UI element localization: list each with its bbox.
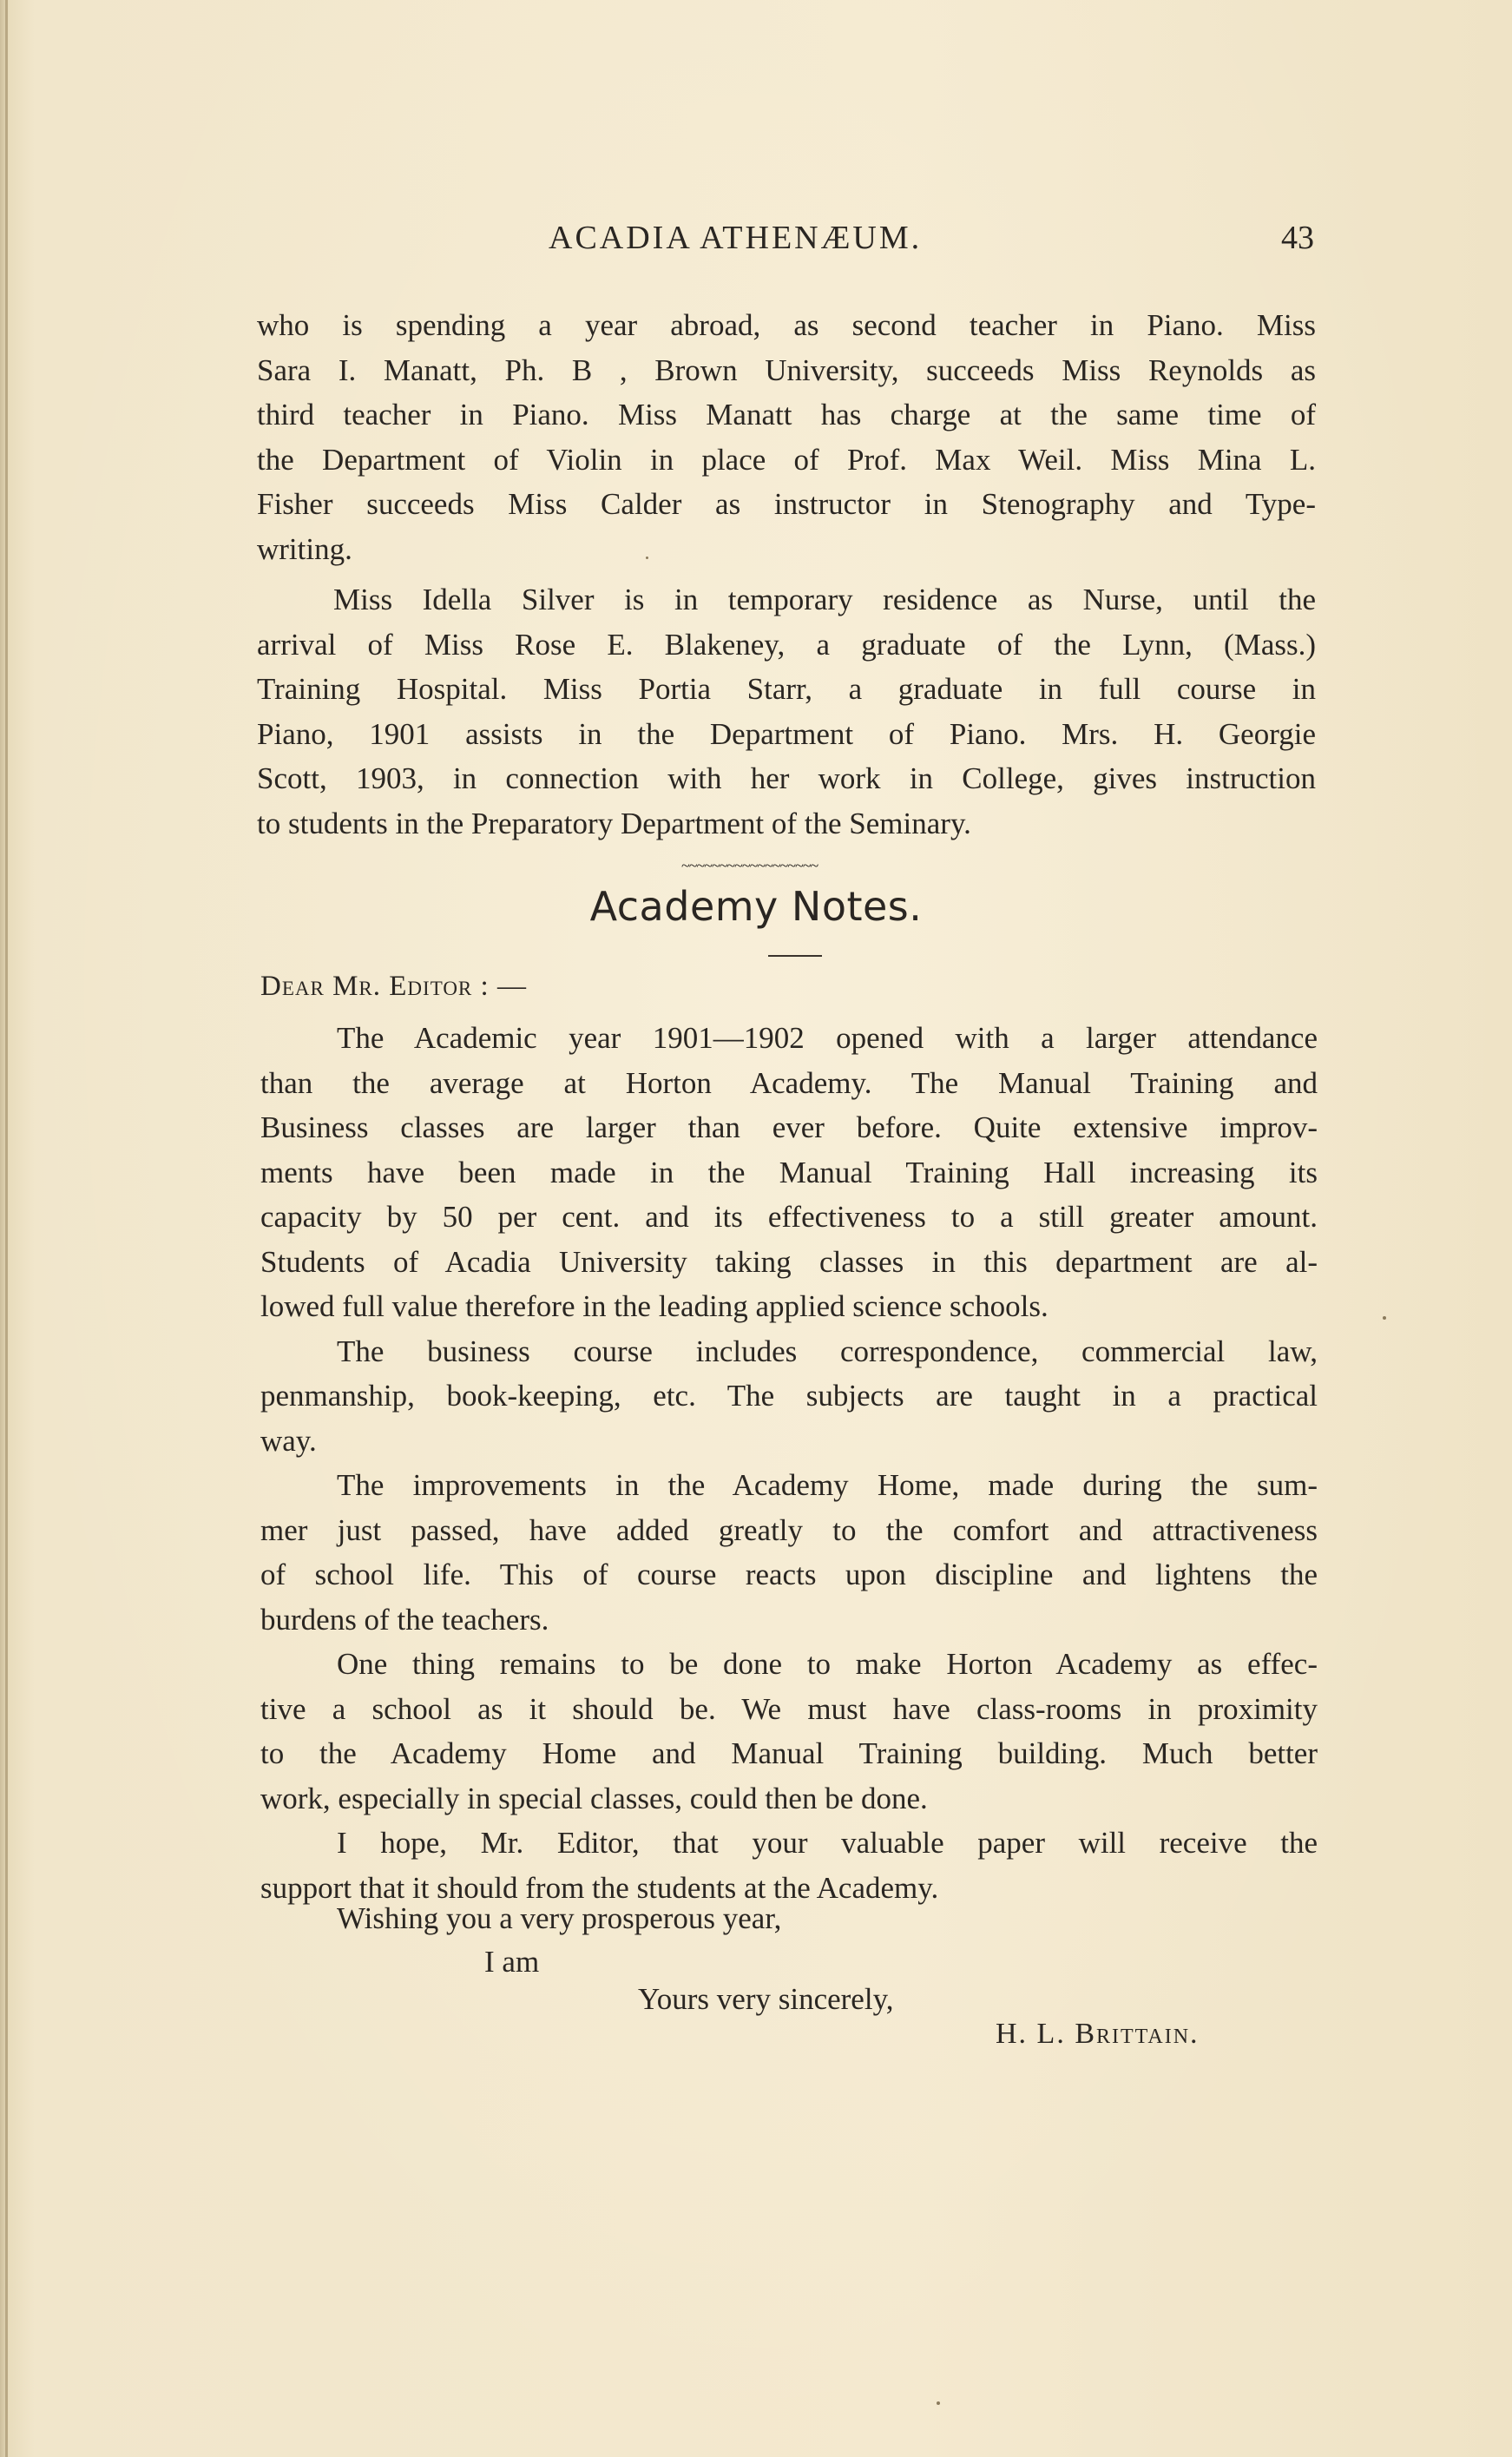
text-line: burdens of the teachers. [260, 1602, 549, 1637]
text-line: the Department of Violin in place of Prof. Max Weil. Miss Mina L. [257, 442, 1316, 477]
text-line: The business course includes correspondence, commercial law, [337, 1334, 1318, 1368]
text-line: third teacher in Piano. Miss Manatt has charge at the same time of [257, 398, 1316, 431]
paragraph-hope [260, 1821, 1318, 1910]
text-line: to students in the Preparatory Department of the Seminary. [257, 806, 971, 840]
text-line: who is spending a year abroad, as second teacher in Piano. Miss [257, 308, 1316, 342]
academy-notes-body [260, 1016, 1318, 1910]
section-ornament: ~~~~~~~~~~~~~~~~~~ [681, 857, 818, 871]
paragraph-business-course [260, 1329, 1318, 1464]
text-line: Training Hospital. Miss Portia Starr, a graduate in full course in [257, 672, 1316, 706]
heading-rule [768, 955, 822, 957]
paragraph-staff-appointments [257, 303, 1316, 571]
binding-edge [5, 0, 8, 2457]
running-head [257, 219, 1314, 262]
running-title: ACADIA ATHENÆUM. [549, 220, 923, 256]
paper-speck [646, 557, 648, 559]
paragraph-academy-home [260, 1463, 1318, 1642]
text-line: Sara I. Manatt, Ph. B , Brown University, succeeds Miss Reynolds as [257, 352, 1316, 387]
text-line: of school life. This of course reacts upon discipline and lightens the [260, 1558, 1318, 1591]
paper-speck [937, 2401, 940, 2405]
closing-yours: Yours very sincerely, [638, 1982, 894, 2016]
page-number: 43 [1281, 220, 1314, 256]
section-heading: Academy Notes. [589, 883, 923, 930]
continued-text [257, 303, 1316, 846]
text-line: than the average at Horton Academy. The Manual Training and [260, 1065, 1318, 1100]
text-line: Scott, 1903, in connection with her work in College, gives instruction [257, 761, 1316, 795]
text-line: arrival of Miss Rose E. Blakeney, a graduate of the Lynn, (Mass.) [257, 627, 1316, 662]
text-line: The improvements in the Academy Home, made during the sum- [337, 1468, 1318, 1502]
salutation: Dear Mr. Editor : — [260, 971, 527, 1002]
text-line: Fisher succeeds Miss Calder as instructor in Stenography and Type- [257, 487, 1316, 521]
text-line: I hope, Mr. Editor, that your valuable paper will receive the [337, 1826, 1318, 1860]
text-line: writing. [257, 531, 352, 566]
text-line: work, especially in special classes, could then be done. [260, 1781, 928, 1815]
paragraph-nurse-and-teachers [257, 577, 1316, 846]
text-line: way. [260, 1423, 317, 1458]
text-line: One thing remains to be done to make Horton Academy as effec- [337, 1647, 1318, 1681]
closing-wishing: Wishing you a very prosperous year, [337, 1901, 782, 1935]
text-line: The Academic year 1901—1902 opened with a larger attendance [337, 1021, 1318, 1055]
text-line: Business classes are larger than ever before. Quite extensive improv- [260, 1110, 1318, 1144]
text-line: penmanship, book-keeping, etc. The subjects are taught in a practical [260, 1379, 1318, 1413]
text-line: support that it should from the students at the Academy. [260, 1870, 939, 1905]
text-line: Students of Acadia University taking classes in this department are al- [260, 1244, 1318, 1279]
text-line: Miss Idella Silver is in temporary residence as Nurse, until the [333, 583, 1316, 616]
text-line: to the Academy Home and Manual Training building. Much better [260, 1736, 1318, 1770]
paper-speck [1383, 1316, 1386, 1320]
text-line: capacity by 50 per cent. and its effectiveness to a still greater amount. [260, 1200, 1318, 1234]
closing-i-am: I am [484, 1945, 540, 1979]
paragraph-attendance [260, 1016, 1318, 1329]
text-line: tive a school as it should be. We must have class-rooms in proximity [260, 1691, 1318, 1726]
text-line: mer just passed, have added greatly to the comfort and attractiveness [260, 1512, 1318, 1547]
signature: H. L. Brittain. [996, 2018, 1200, 2050]
text-line: Piano, 1901 assists in the Department of Piano. Mrs. H. Georgie [257, 716, 1316, 751]
text-line: ments have been made in the Manual Training Hall increasing its [260, 1155, 1318, 1189]
paragraph-class-rooms [260, 1642, 1318, 1821]
text-line: lowed full value therefore in the leading applied science schools. [260, 1289, 1049, 1323]
